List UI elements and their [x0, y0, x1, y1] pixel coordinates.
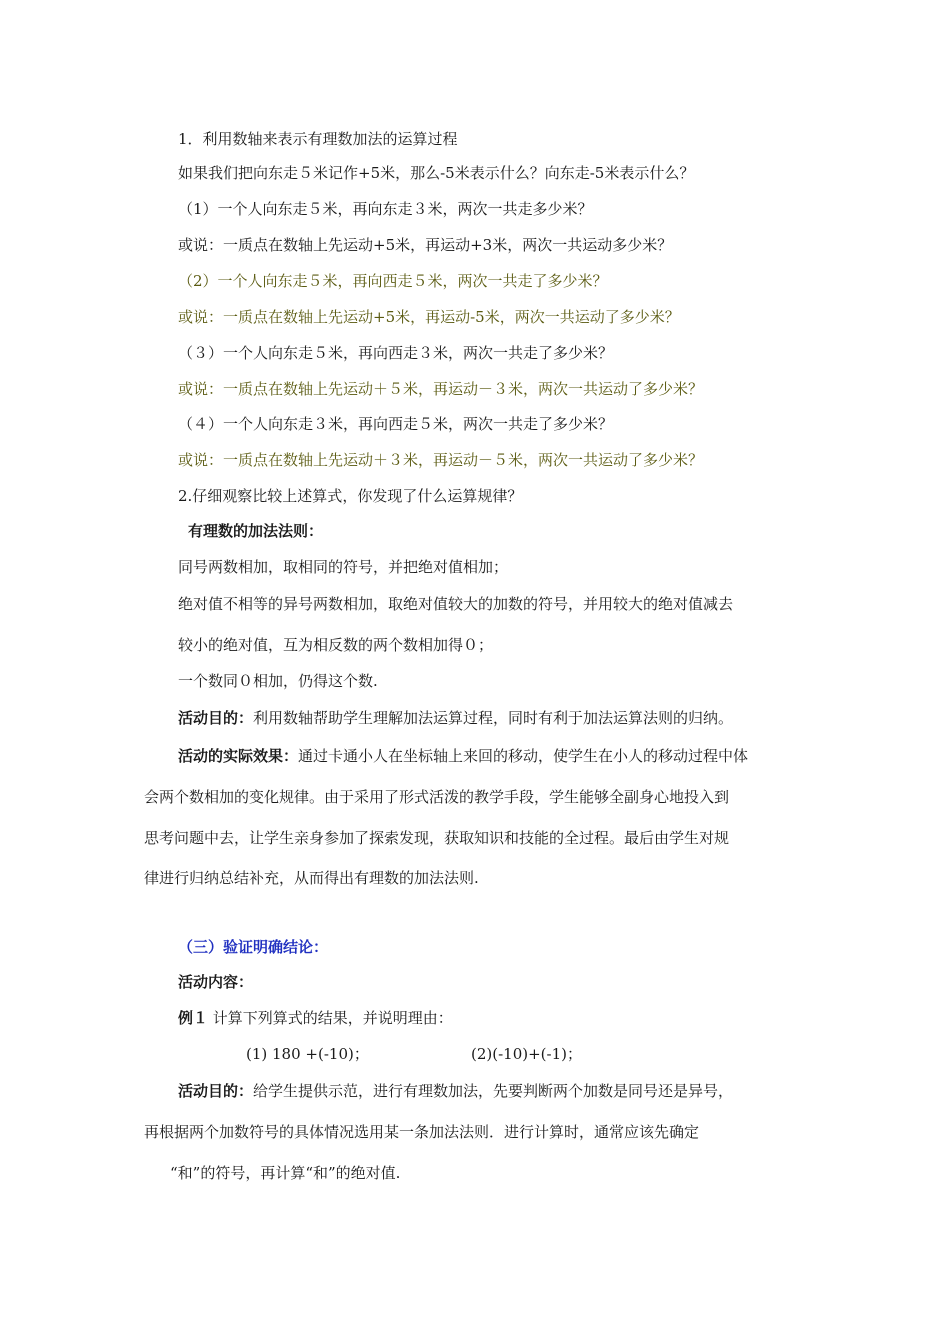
goal-1-label: 活动目的：: [178, 709, 254, 727]
activity-content-label: 活动内容：: [178, 973, 254, 991]
goal-2-text-1: 给学生提供示范，进行有理数加法，先要判断两个加数是同号还是异号，: [253, 1082, 734, 1100]
rule-2: 绝对值不相等的异号两数相加，取绝对值较大的加数的符号，并用较大的绝对值减去: [178, 595, 734, 613]
example-1: [178, 1008, 453, 1028]
goal-2-line-2: 再根据两个加数符号的具体情况选用某一条加法法则．进行计算时，通常应该先确定: [144, 1123, 700, 1141]
goal-1-text: 利用数轴帮助学生理解加法运算过程，同时有利于加法运算法则的归纳。: [253, 709, 734, 727]
rule-title: 有理数的加法法则：: [188, 522, 324, 540]
section-3-heading: （三）验证明确结论：: [178, 938, 329, 956]
effect-line-4: 律进行归纳总结补充，从而得出有理数的加法法则.: [144, 869, 479, 887]
effect-line-2: 会两个数相加的变化规律。由于采用了形式活泼的教学手段，学生能够全副身心地投入到: [144, 788, 730, 806]
example-label: 例１: [178, 1009, 209, 1027]
goal-2-line-3: “和”的符号，再计算“和”的绝对值.: [170, 1164, 401, 1182]
effect-line-3: 思考问题中去，让学生亲身参加了探索发现，获取知识和技能的全过程。最后由学生对规: [144, 829, 730, 847]
goal-1: [178, 708, 733, 728]
rule-3: 一个数同０相加，仍得这个数.: [178, 672, 378, 690]
question-4: （４）一个人向东走３米，再向西走５米，两次一共走了多少米？: [178, 415, 614, 433]
rule-1: 同号两数相加，取相同的符号，并把绝对值相加；: [178, 558, 509, 576]
effect-line-1: [178, 746, 748, 766]
question-intro: 如果我们把向东走５米记作+5米，那么-5米表示什么？向东走-5米表示什么？: [178, 164, 695, 182]
heading-observe: 2.仔细观察比较上述算式，你发现了什么运算规律？: [178, 487, 523, 505]
expression-2: (2)(-10)+(-1)；: [471, 1045, 582, 1063]
question-1-alt: 或说：一质点在数轴上先运动+5米，再运动+3米，两次一共运动多少米？: [178, 236, 673, 254]
question-4-alt: 或说：一质点在数轴上先运动＋３米，再运动－５米，两次一共运动了多少米？: [178, 451, 704, 469]
heading-number-line: 1．利用数轴来表示有理数加法的运算过程: [178, 130, 458, 148]
goal-2-label: 活动目的：: [178, 1082, 254, 1100]
example-text: 计算下列算式的结果，并说明理由：: [212, 1009, 453, 1027]
question-3-alt: 或说：一质点在数轴上先运动＋５米，再运动－３米，两次一共运动了多少米？: [178, 380, 704, 398]
effect-label: 活动的实际效果：: [178, 747, 299, 765]
question-3: （３）一个人向东走５米，再向西走３米，两次一共走了多少米？: [178, 344, 614, 362]
goal-2: [178, 1081, 733, 1101]
question-2: （2）一个人向东走５米，再向西走５米，两次一共走了多少米？: [178, 272, 608, 290]
question-2-alt: 或说：一质点在数轴上先运动+5米，再运动-5米，两次一共运动了多少米？: [178, 308, 680, 326]
rule-2-cont: 较小的绝对值，互为相反数的两个数相加得０；: [178, 636, 494, 654]
effect-text-1: 通过卡通小人在坐标轴上来回的移动，使学生在小人的移动过程中体: [298, 747, 749, 765]
question-1: （1）一个人向东走５米，再向东走３米，两次一共走多少米？: [178, 200, 593, 218]
expression-1: (1) 180 +(-10)；: [246, 1045, 369, 1063]
